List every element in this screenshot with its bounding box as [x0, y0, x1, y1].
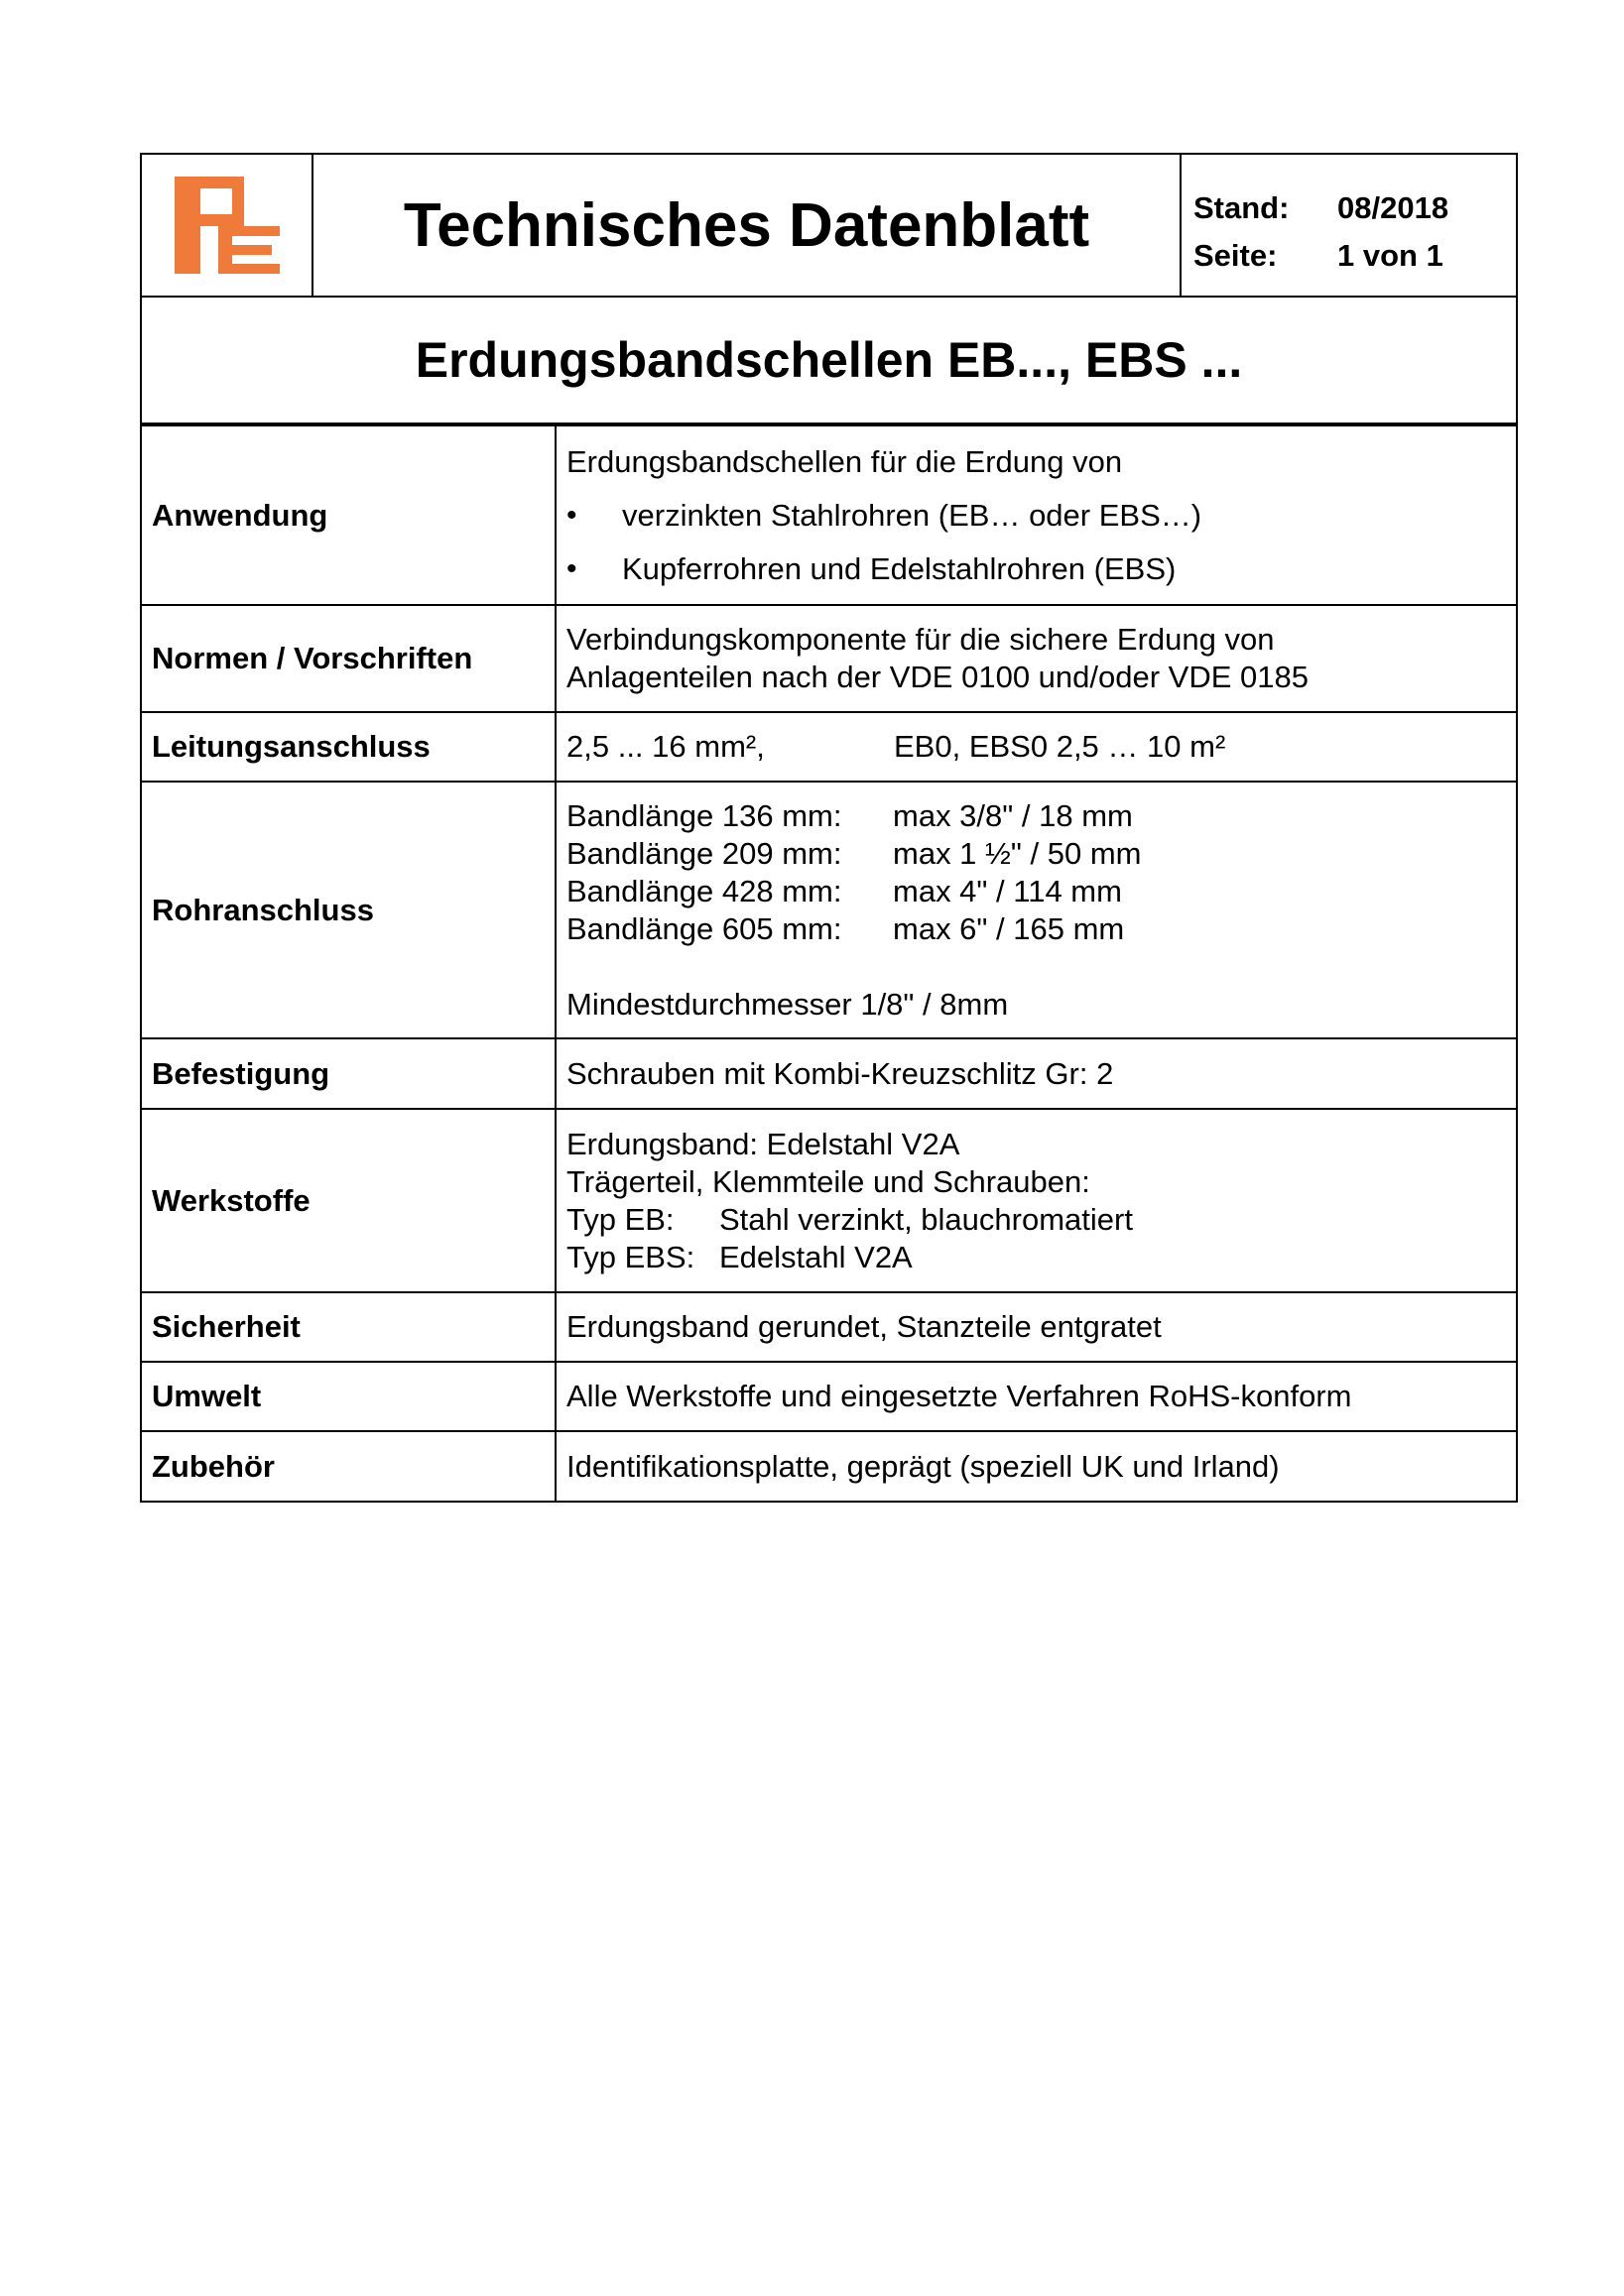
row-value: Erdungsband gerundet, Stanzteile entgratet: [556, 1292, 1517, 1362]
bullet-icon: •: [566, 498, 577, 532]
spec-table: [140, 424, 1518, 1503]
table-row: [141, 1038, 1517, 1109]
seite-value: 1 von 1: [1337, 238, 1443, 273]
row-label: Sicherheit: [141, 1292, 556, 1362]
row-label: Umwelt: [141, 1362, 556, 1431]
table-row: [141, 605, 1517, 712]
row-value: Verbindungskomponente für die sichere Erdung von Anlagenteilen nach der VDE 0100 und/oder VDE 0185: [556, 605, 1517, 712]
list-item: Bandlänge 209 mm: max 1 ½" / 50 mm: [566, 835, 1142, 871]
list-item: • Kupferrohren und Edelstahlrohren (EBS): [566, 543, 1506, 596]
min-diameter: Mindestdurchmesser 1/8" / 8mm: [566, 986, 1009, 1022]
table-row: [141, 1362, 1517, 1431]
stand-row: [1193, 184, 1516, 232]
row-value: [556, 782, 1517, 1038]
row-value: Alle Werkstoffe und eingesetzte Verfahren RoHS-konform: [556, 1362, 1517, 1431]
datasheet: [140, 153, 1518, 1503]
row-label: Werkstoffe: [141, 1109, 556, 1292]
row-value: Identifikationsplatte, geprägt (speziell UK und Irland): [556, 1431, 1517, 1502]
page-title: Technisches Datenblatt: [313, 155, 1182, 296]
seite-label: Seite:: [1193, 238, 1278, 273]
stand-value: 08/2018: [1337, 190, 1449, 225]
row-label: Leitungsanschluss: [141, 712, 556, 782]
row-label: Anwendung: [141, 425, 556, 605]
table-row: [141, 782, 1517, 1038]
row-value: Erdungsband: Edelstahl V2A Trägerteil, Klemmteile und Schrauben: Typ EB: Stahl verzinkt, blauchromatiert Typ EBS: Edelstahl V2A: [556, 1109, 1517, 1292]
company-logo: [175, 177, 280, 274]
row-value: 2,5 ... 16 mm², EB0, EBS0 2,5 … 10 m²: [556, 712, 1517, 782]
list-item: Bandlänge 136 mm: max 3/8" / 18 mm: [566, 797, 1133, 833]
product-title: Erdungsbandschellen EB..., EBS ...: [140, 298, 1518, 424]
list-item: • verzinkten Stahlrohren (EB… oder EBS…): [566, 489, 1506, 543]
header: [140, 153, 1518, 298]
row-value: Schrauben mit Kombi-Kreuzschlitz Gr: 2: [556, 1038, 1517, 1109]
row-label: Rohranschluss: [141, 782, 556, 1038]
bullet-icon: •: [566, 551, 577, 585]
table-row: [141, 425, 1517, 605]
table-row: [141, 1109, 1517, 1292]
table-row: [141, 1292, 1517, 1362]
anwendung-intro: Erdungsbandschellen für die Erdung von: [566, 443, 1123, 479]
logo-cell: [142, 155, 313, 296]
list-item: Bandlänge 605 mm: max 6" / 165 mm: [566, 910, 1125, 946]
seite-row: [1193, 232, 1516, 280]
row-label: Zubehör: [141, 1431, 556, 1502]
row-value: [556, 425, 1517, 605]
table-row: [141, 712, 1517, 782]
row-label: Normen / Vorschriften: [141, 605, 556, 712]
document-meta: [1182, 155, 1516, 296]
stand-label: Stand:: [1193, 190, 1290, 225]
list-item: Bandlänge 428 mm: max 4" / 114 mm: [566, 873, 1122, 908]
row-label: Befestigung: [141, 1038, 556, 1109]
table-row: [141, 1431, 1517, 1502]
